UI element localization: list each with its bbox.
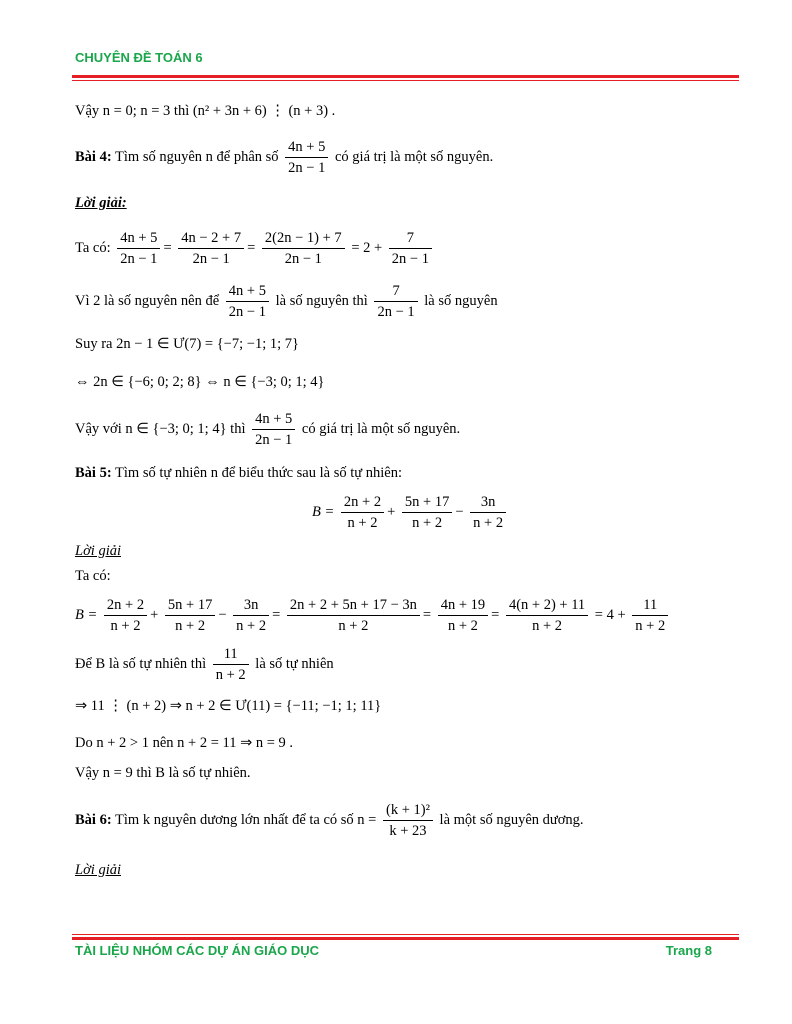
denominator: n + 2 bbox=[532, 618, 563, 634]
c-eq: B = bbox=[75, 606, 98, 623]
denominator: k + 23 bbox=[389, 823, 427, 839]
fraction bbox=[389, 228, 432, 269]
bai5-label: Bài 5: bbox=[75, 465, 112, 481]
fraction bbox=[226, 281, 269, 322]
b-eq: B = bbox=[312, 503, 335, 520]
bai4-text-b: có giá trị là một số nguyên. bbox=[334, 148, 494, 165]
c-expression: B = $\frac{2n + 2}{n + 2}$ + $\frac{5n + 17}{n + 2}$ − $\frac{3n}{n + 2}$ = $\frac{2n + 2 + 5n + 17 - 3n}{n + 2}$ = $\frac{4n + 19}{n + 2}$ = $\frac{4(n + 2) + 11}{n + 2}$ = 4 + $\frac{11}{n + 2}$ bbox=[75, 595, 671, 636]
denominator: 2n − 1 bbox=[288, 160, 326, 176]
fraction bbox=[383, 800, 433, 841]
numerator: 4n + 5 bbox=[117, 228, 160, 249]
fraction bbox=[178, 228, 244, 269]
bai5-text: Tìm số tự nhiên n để biểu thức sau là số tự nhiên: bbox=[115, 465, 402, 481]
bai6-a: Tìm k nguyên dương lớn nhất để ta có số n = bbox=[115, 811, 377, 828]
denominator: 2n − 1 bbox=[255, 432, 293, 448]
de-a: Để B là số tự nhiên thì bbox=[75, 655, 207, 672]
vay-line: Vậy n = 0; n = 3 thì (n² + 3n + 6) ⋮ (n + 3) . bbox=[75, 103, 336, 119]
denominator: n + 2 bbox=[635, 618, 666, 634]
numerator: 7 bbox=[389, 228, 432, 249]
numerator: 5n + 17 bbox=[165, 595, 215, 616]
numerator: (k + 1)² bbox=[383, 800, 433, 821]
header-title: CHUYÊN ĐỀ TOÁN 6 bbox=[75, 50, 203, 65]
numerator: 4(n + 2) + 11 bbox=[506, 595, 588, 616]
fraction bbox=[233, 595, 269, 636]
numerator: 4n + 5 bbox=[252, 409, 295, 430]
taco2-line: Ta có: bbox=[75, 568, 111, 584]
de-line bbox=[75, 644, 334, 685]
denominator: n + 2 bbox=[338, 618, 369, 634]
denominator: n + 2 bbox=[215, 667, 246, 683]
suyra-line: Suy ra 2n − 1 ∈ Ư(7) = {−7; −1; 1; 7} bbox=[75, 336, 299, 352]
bai5-line bbox=[75, 465, 402, 482]
b-expression: B = $\frac{2n + 2}{n + 2}$ + $\frac{5n + 17}{n + 2}$ − $\frac{3n}{n + 2}$ bbox=[312, 492, 509, 533]
fraction bbox=[285, 137, 328, 178]
fraction bbox=[506, 595, 588, 636]
denominator: n + 2 bbox=[473, 515, 504, 531]
vayvoi-a: Vậy với n ∈ {−3; 0; 1; 4} thì bbox=[75, 420, 246, 437]
numerator: 5n + 17 bbox=[402, 492, 452, 513]
vayvoi-line bbox=[75, 409, 460, 450]
taco-mid: = 2 + bbox=[351, 239, 383, 256]
do-line: Do n + 2 > 1 nên n + 2 = 11 ⇒ n = 9 . bbox=[75, 735, 294, 751]
numerator: 11 bbox=[213, 644, 249, 665]
numerator: 3n bbox=[233, 595, 269, 616]
bai6-b: là một số nguyên dương. bbox=[439, 811, 584, 828]
fraction bbox=[104, 595, 147, 636]
denominator: 2n − 1 bbox=[377, 304, 415, 320]
fraction bbox=[438, 595, 488, 636]
denominator: n + 2 bbox=[175, 618, 206, 634]
bai4-line bbox=[75, 137, 493, 178]
denominator: n + 2 bbox=[110, 618, 141, 634]
loigiai-5: Lời giải bbox=[75, 543, 122, 559]
bai6-line bbox=[75, 800, 584, 841]
c-mid: = 4 + bbox=[594, 606, 626, 623]
bai4-label: Bài 4: bbox=[75, 148, 112, 165]
denominator: n + 2 bbox=[347, 515, 378, 531]
fraction bbox=[632, 595, 668, 636]
vi-c: là số nguyên bbox=[424, 292, 498, 309]
numerator: 7 bbox=[374, 281, 417, 302]
de-b: là số tự nhiên bbox=[255, 655, 334, 672]
fraction bbox=[252, 409, 295, 450]
numerator: 4n + 5 bbox=[285, 137, 328, 158]
vay9-line: Vậy n = 9 thì B là số tự nhiên. bbox=[75, 765, 251, 781]
footer-left: TÀI LIỆU NHÓM CÁC DỰ ÁN GIÁO DỤC bbox=[75, 943, 320, 958]
fraction bbox=[374, 281, 417, 322]
denominator: 2n − 1 bbox=[228, 304, 266, 320]
denominator: n + 2 bbox=[447, 618, 478, 634]
numerator: 11 bbox=[632, 595, 668, 616]
denominator: n + 2 bbox=[236, 618, 267, 634]
loigiai-heading: Lời giải: bbox=[75, 195, 127, 211]
denominator: 2n − 1 bbox=[120, 251, 158, 267]
denominator: n + 2 bbox=[412, 515, 443, 531]
vi-b: là số nguyên thì bbox=[275, 292, 368, 309]
denominator: 2n − 1 bbox=[192, 251, 230, 267]
fraction bbox=[213, 644, 249, 685]
fraction bbox=[341, 492, 384, 533]
taco-label: Ta có: bbox=[75, 239, 111, 256]
fraction bbox=[402, 492, 452, 533]
numerator: 2n + 2 bbox=[341, 492, 384, 513]
fraction bbox=[470, 492, 506, 533]
numerator: 2(2n − 1) + 7 bbox=[262, 228, 345, 249]
fraction bbox=[262, 228, 345, 269]
numerator: 3n bbox=[470, 492, 506, 513]
numerator: 2n + 2 bbox=[104, 595, 147, 616]
vi-a: Vì 2 là số nguyên nên để bbox=[75, 292, 220, 309]
numerator: 4n + 19 bbox=[438, 595, 488, 616]
header-rule-thin bbox=[72, 80, 739, 81]
fraction bbox=[117, 228, 160, 269]
loigiai-6: Lời giải bbox=[75, 862, 122, 878]
numerator: 4n + 5 bbox=[226, 281, 269, 302]
fraction bbox=[165, 595, 215, 636]
bai4-text-a: Tìm số nguyên n để phân số bbox=[115, 148, 279, 165]
footer-rule-thin bbox=[72, 934, 739, 935]
numerator: 2n + 2 + 5n + 17 − 3n bbox=[287, 595, 420, 616]
numerator: 4n − 2 + 7 bbox=[178, 228, 244, 249]
bai6-label: Bài 6: bbox=[75, 811, 112, 828]
page-number: Trang 8 bbox=[665, 943, 712, 958]
footer-rule bbox=[72, 937, 739, 940]
vayvoi-b: có giá trị là một số nguyên. bbox=[301, 420, 461, 437]
denominator: 2n − 1 bbox=[284, 251, 322, 267]
header-rule bbox=[72, 75, 739, 78]
vi-line bbox=[75, 281, 498, 322]
equiv-line: ⇔ 2n ∈ {−6; 0; 2; 8} ⇔ n ∈ {−3; 0; 1; 4} bbox=[75, 374, 325, 390]
taco-line: Ta có: $\frac{4n + 5}{2n - 1}$ = $\frac{4n - 2 + 7}{2n - 1}$ = $\frac{2(2n - 1) + 7}{2n - 1}$ = 2 + $\frac{7}{2n - 1}$ bbox=[75, 228, 435, 269]
fraction bbox=[287, 595, 420, 636]
denominator: 2n − 1 bbox=[391, 251, 429, 267]
imply-line: ⇒ 11 ⋮ (n + 2) ⇒ n + 2 ∈ Ư(11) = {−11; −1; 1; 11} bbox=[75, 698, 382, 714]
